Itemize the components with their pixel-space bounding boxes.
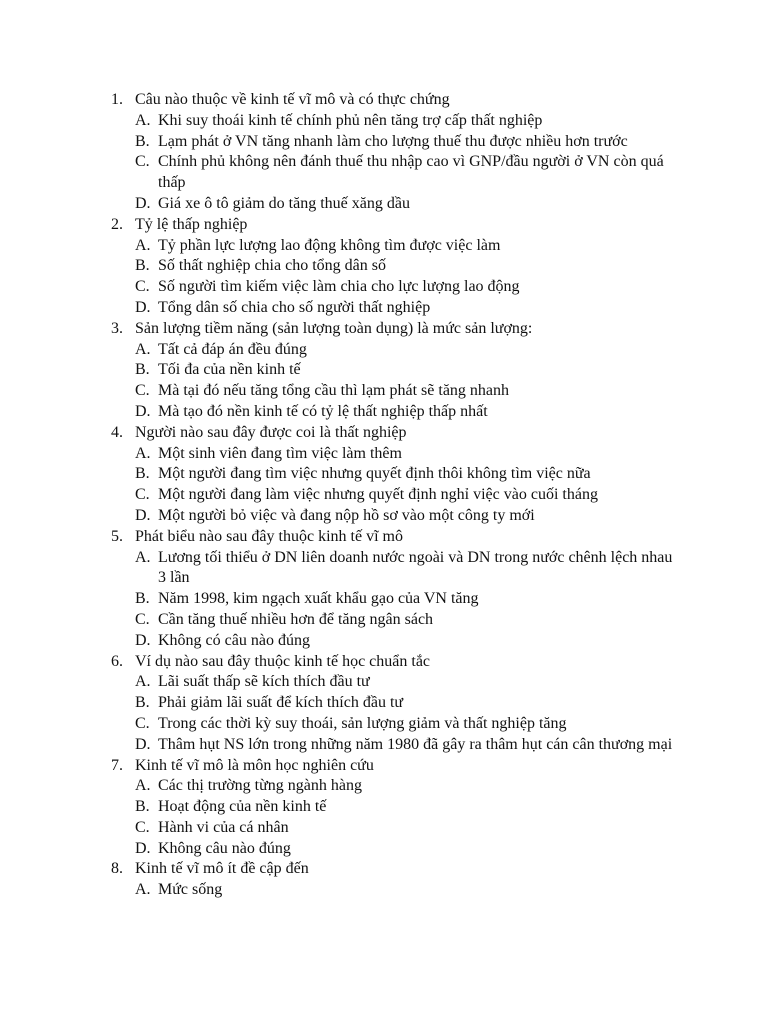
option-text: Tất cả đáp án đều đúng bbox=[158, 340, 307, 358]
option-item bbox=[0, 340, 768, 361]
question-row bbox=[0, 756, 768, 777]
option-text: Mà tại đó nếu tăng tổng cầu thì lạm phát sẽ tăng nhanh bbox=[158, 382, 510, 400]
question-text: Kinh tế vĩ mô là môn học nghiên cứu bbox=[135, 756, 374, 774]
option-item bbox=[0, 256, 768, 277]
question-text: Phát biểu nào sau đây thuộc kinh tế vĩ mô bbox=[135, 527, 403, 545]
option-letter: D. bbox=[135, 631, 151, 649]
option-letter: B. bbox=[135, 257, 150, 275]
option-item bbox=[0, 444, 768, 465]
option-letter: A. bbox=[135, 340, 151, 358]
option-letter: C. bbox=[135, 818, 150, 836]
question-list bbox=[0, 90, 768, 901]
option-text: Một người đang tìm việc nhưng quyết định thôi không tìm việc nữa bbox=[158, 465, 591, 483]
option-item bbox=[0, 776, 768, 797]
option-item bbox=[0, 152, 768, 194]
question-number: 5. bbox=[111, 527, 123, 545]
option-text: Khi suy thoái kinh tế chính phủ nên tăng trợ cấp thất nghiệp bbox=[158, 111, 543, 129]
option-item bbox=[0, 631, 768, 652]
option-list bbox=[0, 880, 768, 901]
option-letter: C. bbox=[135, 714, 150, 732]
option-item bbox=[0, 298, 768, 319]
option-text: Tỷ phần lực lượng lao động không tìm được việc làm bbox=[158, 236, 501, 254]
option-text: Phải giảm lãi suất để kích thích đầu tư bbox=[158, 694, 404, 712]
option-item bbox=[0, 672, 768, 693]
option-text: Một sinh viên đang tìm việc làm thêm bbox=[158, 444, 402, 462]
option-letter: A. bbox=[135, 673, 151, 691]
option-text: Không có câu nào đúng bbox=[158, 631, 310, 649]
option-item bbox=[0, 194, 768, 215]
option-item bbox=[0, 693, 768, 714]
option-text: Cần tăng thuế nhiều hơn để tăng ngân sách bbox=[158, 610, 434, 628]
option-letter: C. bbox=[135, 382, 150, 400]
option-letter: A. bbox=[135, 881, 151, 899]
option-text: Năm 1998, kim ngạch xuất khẩu gạo của VN tăng bbox=[158, 590, 479, 608]
option-item bbox=[0, 839, 768, 860]
option-item bbox=[0, 714, 768, 735]
option-text: Mức sống bbox=[158, 881, 223, 899]
option-item bbox=[0, 818, 768, 839]
option-text: Hành vi của cá nhân bbox=[158, 818, 289, 836]
option-list bbox=[0, 236, 768, 319]
question-text: Tỷ lệ thấp nghiệp bbox=[135, 215, 248, 233]
option-text: Hoạt động của nền kinh tế bbox=[158, 798, 327, 816]
option-text: Số người tìm kiếm việc làm chia cho lực lượng lao động bbox=[158, 278, 520, 296]
option-letter: C. bbox=[135, 278, 150, 296]
option-text: Thâm hụt NS lớn trong những năm 1980 đã gây ra thâm hụt cán cân thương mại bbox=[158, 735, 673, 753]
option-item bbox=[0, 506, 768, 527]
question-row bbox=[0, 652, 768, 673]
option-list bbox=[0, 776, 768, 859]
question-text: Kinh tế vĩ mô ít đề cập đến bbox=[135, 860, 309, 878]
option-text: Lãi suất thấp sẽ kích thích đầu tư bbox=[158, 673, 370, 691]
question-text: Sản lượng tiềm năng (sản lượng toàn dụng) là mức sản lượng: bbox=[135, 319, 533, 337]
option-text: Tối đa của nền kinh tế bbox=[158, 361, 301, 379]
option-text: Lạm phát ở VN tăng nhanh làm cho lượng thuế thu được nhiều hơn trước bbox=[158, 132, 628, 150]
question-item bbox=[0, 652, 768, 756]
question-row bbox=[0, 859, 768, 880]
question-item bbox=[0, 319, 768, 423]
option-list bbox=[0, 340, 768, 423]
option-list bbox=[0, 444, 768, 527]
question-row bbox=[0, 319, 768, 340]
option-item bbox=[0, 589, 768, 610]
question-item bbox=[0, 90, 768, 215]
option-text: Giá xe ô tô giảm do tăng thuế xăng dầu bbox=[158, 194, 410, 212]
question-row bbox=[0, 90, 768, 111]
option-letter: B. bbox=[135, 590, 150, 608]
question-text: Câu nào thuộc về kinh tế vĩ mô và có thực chứng bbox=[135, 91, 450, 108]
question-number: 4. bbox=[111, 423, 123, 441]
question-item bbox=[0, 215, 768, 319]
option-text: Mà tạo đó nền kinh tế có tỷ lệ thất nghiệp thấp nhất bbox=[158, 402, 488, 420]
option-item bbox=[0, 464, 768, 485]
option-text: Lương tối thiểu ở DN liên doanh nước ngoài và DN trong nước chênh lệch nhau 3 lần bbox=[158, 548, 673, 587]
question-row bbox=[0, 527, 768, 548]
question-number: 7. bbox=[111, 756, 123, 774]
option-item bbox=[0, 111, 768, 132]
question-number: 1. bbox=[111, 91, 123, 108]
option-letter: C. bbox=[135, 610, 150, 628]
option-text: Các thị trường từng ngành hàng bbox=[158, 777, 362, 795]
question-number: 3. bbox=[111, 319, 123, 337]
question-number: 6. bbox=[111, 652, 123, 670]
option-letter: A. bbox=[135, 444, 151, 462]
option-letter: B. bbox=[135, 465, 150, 483]
option-item bbox=[0, 277, 768, 298]
option-text: Chính phủ không nên đánh thuế thu nhập cao vì GNP/đầu người ở VN còn quá thấp bbox=[158, 153, 664, 192]
option-item bbox=[0, 236, 768, 257]
question-number: 2. bbox=[111, 215, 123, 233]
option-letter: D. bbox=[135, 298, 151, 316]
question-item bbox=[0, 756, 768, 860]
option-text: Một người đang làm việc nhưng quyết định nghỉ việc vào cuối tháng bbox=[158, 486, 598, 504]
option-item bbox=[0, 610, 768, 631]
option-item bbox=[0, 797, 768, 818]
option-letter: D. bbox=[135, 402, 151, 420]
option-text: Số thất nghiệp chia cho tổng dân số bbox=[158, 257, 386, 275]
option-letter: D. bbox=[135, 506, 151, 524]
question-number: 8. bbox=[111, 860, 123, 878]
question-row bbox=[0, 215, 768, 236]
question-item bbox=[0, 423, 768, 527]
option-letter: A. bbox=[135, 777, 151, 795]
option-item bbox=[0, 880, 768, 901]
option-letter: B. bbox=[135, 132, 150, 150]
option-text: Tổng dân số chia cho số người thất nghiệp bbox=[158, 298, 431, 316]
option-letter: B. bbox=[135, 694, 150, 712]
option-item bbox=[0, 360, 768, 381]
option-list bbox=[0, 111, 768, 215]
option-text: Trong các thời kỳ suy thoái, sản lượng giảm và thất nghiệp tăng bbox=[158, 714, 567, 732]
option-letter: A. bbox=[135, 236, 151, 254]
option-item bbox=[0, 402, 768, 423]
question-text: Người nào sau đây được coi là thất nghiệp bbox=[135, 423, 407, 441]
option-letter: B. bbox=[135, 798, 150, 816]
option-text: Một người bỏ việc và đang nộp hồ sơ vào một công ty mới bbox=[158, 506, 535, 524]
option-item bbox=[0, 381, 768, 402]
option-letter: C. bbox=[135, 486, 150, 504]
option-item bbox=[0, 132, 768, 153]
option-letter: A. bbox=[135, 111, 151, 129]
option-letter: D. bbox=[135, 735, 151, 753]
question-item bbox=[0, 859, 768, 901]
option-item bbox=[0, 485, 768, 506]
option-list bbox=[0, 672, 768, 755]
option-item bbox=[0, 548, 768, 590]
option-letter: D. bbox=[135, 839, 151, 857]
option-letter: D. bbox=[135, 194, 151, 212]
option-letter: B. bbox=[135, 361, 150, 379]
option-text: Không câu nào đúng bbox=[158, 839, 291, 857]
option-item bbox=[0, 735, 768, 756]
option-letter: C. bbox=[135, 153, 150, 171]
option-list bbox=[0, 548, 768, 652]
question-row bbox=[0, 423, 768, 444]
option-letter: A. bbox=[135, 548, 151, 566]
question-text: Ví dụ nào sau đây thuộc kinh tế học chuẩn tắc bbox=[135, 652, 431, 670]
question-item bbox=[0, 527, 768, 652]
